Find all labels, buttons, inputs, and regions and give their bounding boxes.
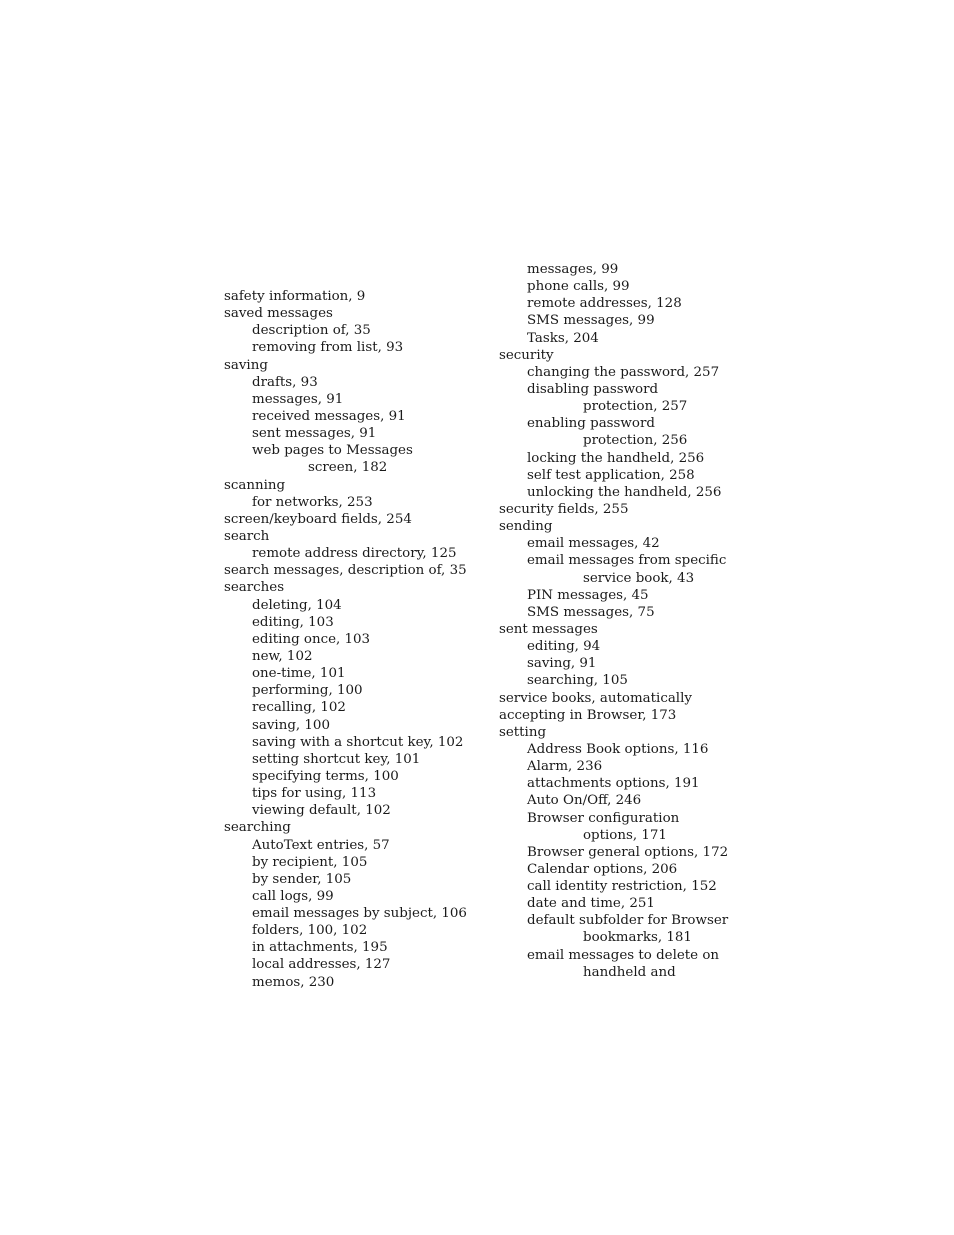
index-subentry: received messages, 91 — [252, 408, 406, 424]
index-subentry: self test application, 258 — [527, 467, 695, 483]
index-subentry: tips for using, 113 — [252, 786, 377, 802]
index-entry: saving — [224, 357, 268, 373]
index-subentry: description of, 35 — [252, 323, 371, 339]
index-subentry: email messages to delete on — [527, 947, 720, 963]
index-subentry: editing, 94 — [527, 639, 601, 655]
index-subentry: AutoText entries, 57 — [252, 837, 390, 853]
index-entry: scanning — [224, 477, 286, 493]
index-subentry: new, 102 — [252, 648, 313, 664]
index-subentry: in attachments, 195 — [252, 940, 388, 956]
index-subentry: messages, 99 — [527, 262, 619, 277]
index-entry: security fields, 255 — [499, 501, 629, 517]
index-subentry: viewing default, 102 — [252, 803, 391, 819]
index-subentry: Auto On/Off, 246 — [527, 793, 642, 809]
index-subentry: removing from list, 93 — [252, 340, 404, 356]
index-subentry: for networks, 253 — [252, 494, 373, 510]
index-subentry: folders, 100, 102 — [252, 923, 368, 939]
index-subentry: one-time, 101 — [252, 666, 346, 682]
index-subentry: unlocking the handheld, 256 — [527, 484, 722, 500]
index-subentry: attachments options, 191 — [527, 776, 700, 792]
index-subentry: phone calls, 99 — [527, 279, 630, 295]
index-subentry: options, 171 — [583, 827, 667, 843]
index-subentry: screen, 182 — [308, 460, 388, 476]
index-entry: security — [499, 347, 554, 363]
index-subentry: changing the password, 257 — [527, 364, 720, 380]
index-subentry: drafts, 93 — [252, 374, 318, 390]
index-subentry: date and time, 251 — [527, 896, 655, 912]
index-entry: screen/keyboard fields, 254 — [224, 511, 412, 527]
index-subentry: email messages from specific — [527, 553, 727, 569]
index-subentry: Browser general options, 172 — [527, 844, 729, 860]
index-entry: service books, automatically — [499, 690, 692, 706]
index-subentry: messages, 91 — [252, 391, 344, 407]
index-entry: sent messages — [499, 621, 598, 637]
index-subentry: call identity restriction, 152 — [527, 879, 717, 895]
index-subentry: specifying terms, 100 — [252, 768, 399, 784]
index-subentry: remote address directory, 125 — [252, 546, 457, 562]
index-subentry: handheld and — [583, 964, 676, 980]
index-subentry: performing, 100 — [252, 683, 363, 699]
index-subentry: searching, 105 — [527, 673, 628, 689]
index-subentry: deleting, 104 — [252, 597, 342, 613]
index-subentry: protection, 256 — [583, 433, 688, 449]
index-subentry: Address Book options, 116 — [527, 741, 709, 757]
index-subentry: saving with a shortcut key, 102 — [252, 734, 464, 750]
index-entry: search — [224, 528, 270, 544]
index-subentry: SMS messages, 75 — [527, 604, 655, 620]
index-subentry: Calendar options, 206 — [527, 861, 678, 877]
index-subentry: call logs, 99 — [252, 888, 334, 904]
index-subentry: Browser configuration — [527, 810, 680, 826]
index-subentry: sent messages, 91 — [252, 426, 377, 442]
index-subentry: editing, 103 — [252, 614, 334, 630]
index-entry: searching — [224, 820, 291, 836]
index-entry: setting — [499, 724, 547, 740]
index-subentry: enabling password — [527, 416, 655, 432]
index-subentry: by sender, 105 — [252, 871, 352, 887]
index-subentry: Alarm, 236 — [527, 759, 603, 775]
index-subentry: PIN messages, 45 — [527, 587, 649, 603]
index-subentry: web pages to Messages — [252, 443, 413, 459]
index-subentry: service book, 43 — [583, 570, 695, 586]
index-subentry: Tasks, 204 — [527, 330, 599, 346]
index-subentry: memos, 230 — [252, 974, 335, 990]
index-subentry: default subfolder for Browser — [527, 913, 729, 929]
index-subentry: email messages, 42 — [527, 536, 660, 552]
index-subentry: setting shortcut key, 101 — [252, 751, 421, 767]
index-entry: safety information, 9 — [224, 289, 366, 304]
index-subentry: saving, 100 — [252, 717, 330, 733]
index-subentry: email messages by subject, 106 — [252, 906, 467, 922]
index-entry: saved messages — [224, 306, 333, 322]
index-subentry: disabling password — [527, 381, 659, 397]
index-subentry: by recipient, 105 — [252, 854, 368, 870]
index-subentry: editing once, 103 — [252, 631, 371, 647]
index-subentry: locking the handheld, 256 — [527, 450, 705, 466]
index-entry: search messages, description of, 35 — [224, 563, 467, 579]
index-entry: searches — [224, 580, 285, 596]
index-subentry: local addresses, 127 — [252, 957, 391, 973]
index-column-right — [499, 261, 779, 981]
index-subentry: SMS messages, 99 — [527, 313, 655, 329]
index-subentry: remote addresses, 128 — [527, 296, 682, 312]
index-entry: sending — [499, 519, 553, 535]
index-column-left — [224, 288, 504, 991]
index-entry: accepting in Browser, 173 — [499, 707, 677, 723]
index-subentry: bookmarks, 181 — [583, 930, 692, 946]
index-subentry: protection, 257 — [583, 399, 688, 415]
index-subentry: saving, 91 — [527, 656, 597, 672]
index-subentry: recalling, 102 — [252, 700, 346, 716]
